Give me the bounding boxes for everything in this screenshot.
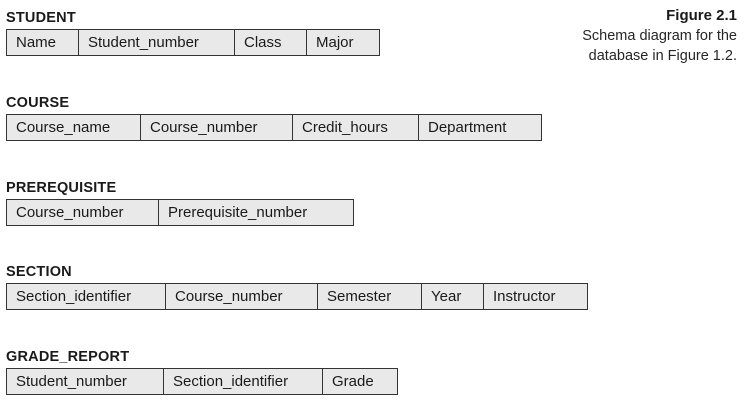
relation-prerequisite <box>6 180 354 226</box>
relation-course <box>6 95 542 141</box>
attribute: Name <box>7 30 79 55</box>
relation-student <box>6 10 380 56</box>
relation-name: SECTION <box>6 264 72 280</box>
attribute: Major <box>316 34 354 51</box>
attribute: Course_number <box>7 200 159 225</box>
figure-caption <box>497 6 737 66</box>
attribute: Grade <box>332 373 374 390</box>
attribute: Student_number <box>79 30 235 55</box>
attribute: Section_identifier <box>7 284 166 309</box>
attribute-row <box>6 283 588 310</box>
attribute: Prerequisite_number <box>168 204 308 221</box>
figure-caption-line-2: database in Figure 1.2. <box>588 48 737 64</box>
figure-label: Figure 2.1 <box>666 7 737 24</box>
attribute: Class <box>235 30 307 55</box>
relation-name: STUDENT <box>6 10 76 26</box>
attribute: Course_name <box>7 115 141 140</box>
attribute: Semester <box>318 284 422 309</box>
relation-name: COURSE <box>6 95 70 111</box>
attribute: Instructor <box>493 288 556 305</box>
relation-name: GRADE_REPORT <box>6 349 130 365</box>
attribute-row <box>6 368 398 395</box>
attribute-row <box>6 114 542 141</box>
attribute: Student_number <box>7 369 164 394</box>
relation-name: PREREQUISITE <box>6 180 117 196</box>
attribute: Department <box>428 119 507 136</box>
attribute: Credit_hours <box>293 115 419 140</box>
attribute: Course_number <box>166 284 318 309</box>
attribute: Section_identifier <box>164 369 323 394</box>
relation-section <box>6 264 588 310</box>
attribute-row <box>6 29 380 56</box>
attribute: Course_number <box>141 115 293 140</box>
attribute-row <box>6 199 354 226</box>
relation-grade-report <box>6 349 398 395</box>
figure-caption-line-1: Schema diagram for the <box>582 28 737 44</box>
attribute: Year <box>422 284 484 309</box>
